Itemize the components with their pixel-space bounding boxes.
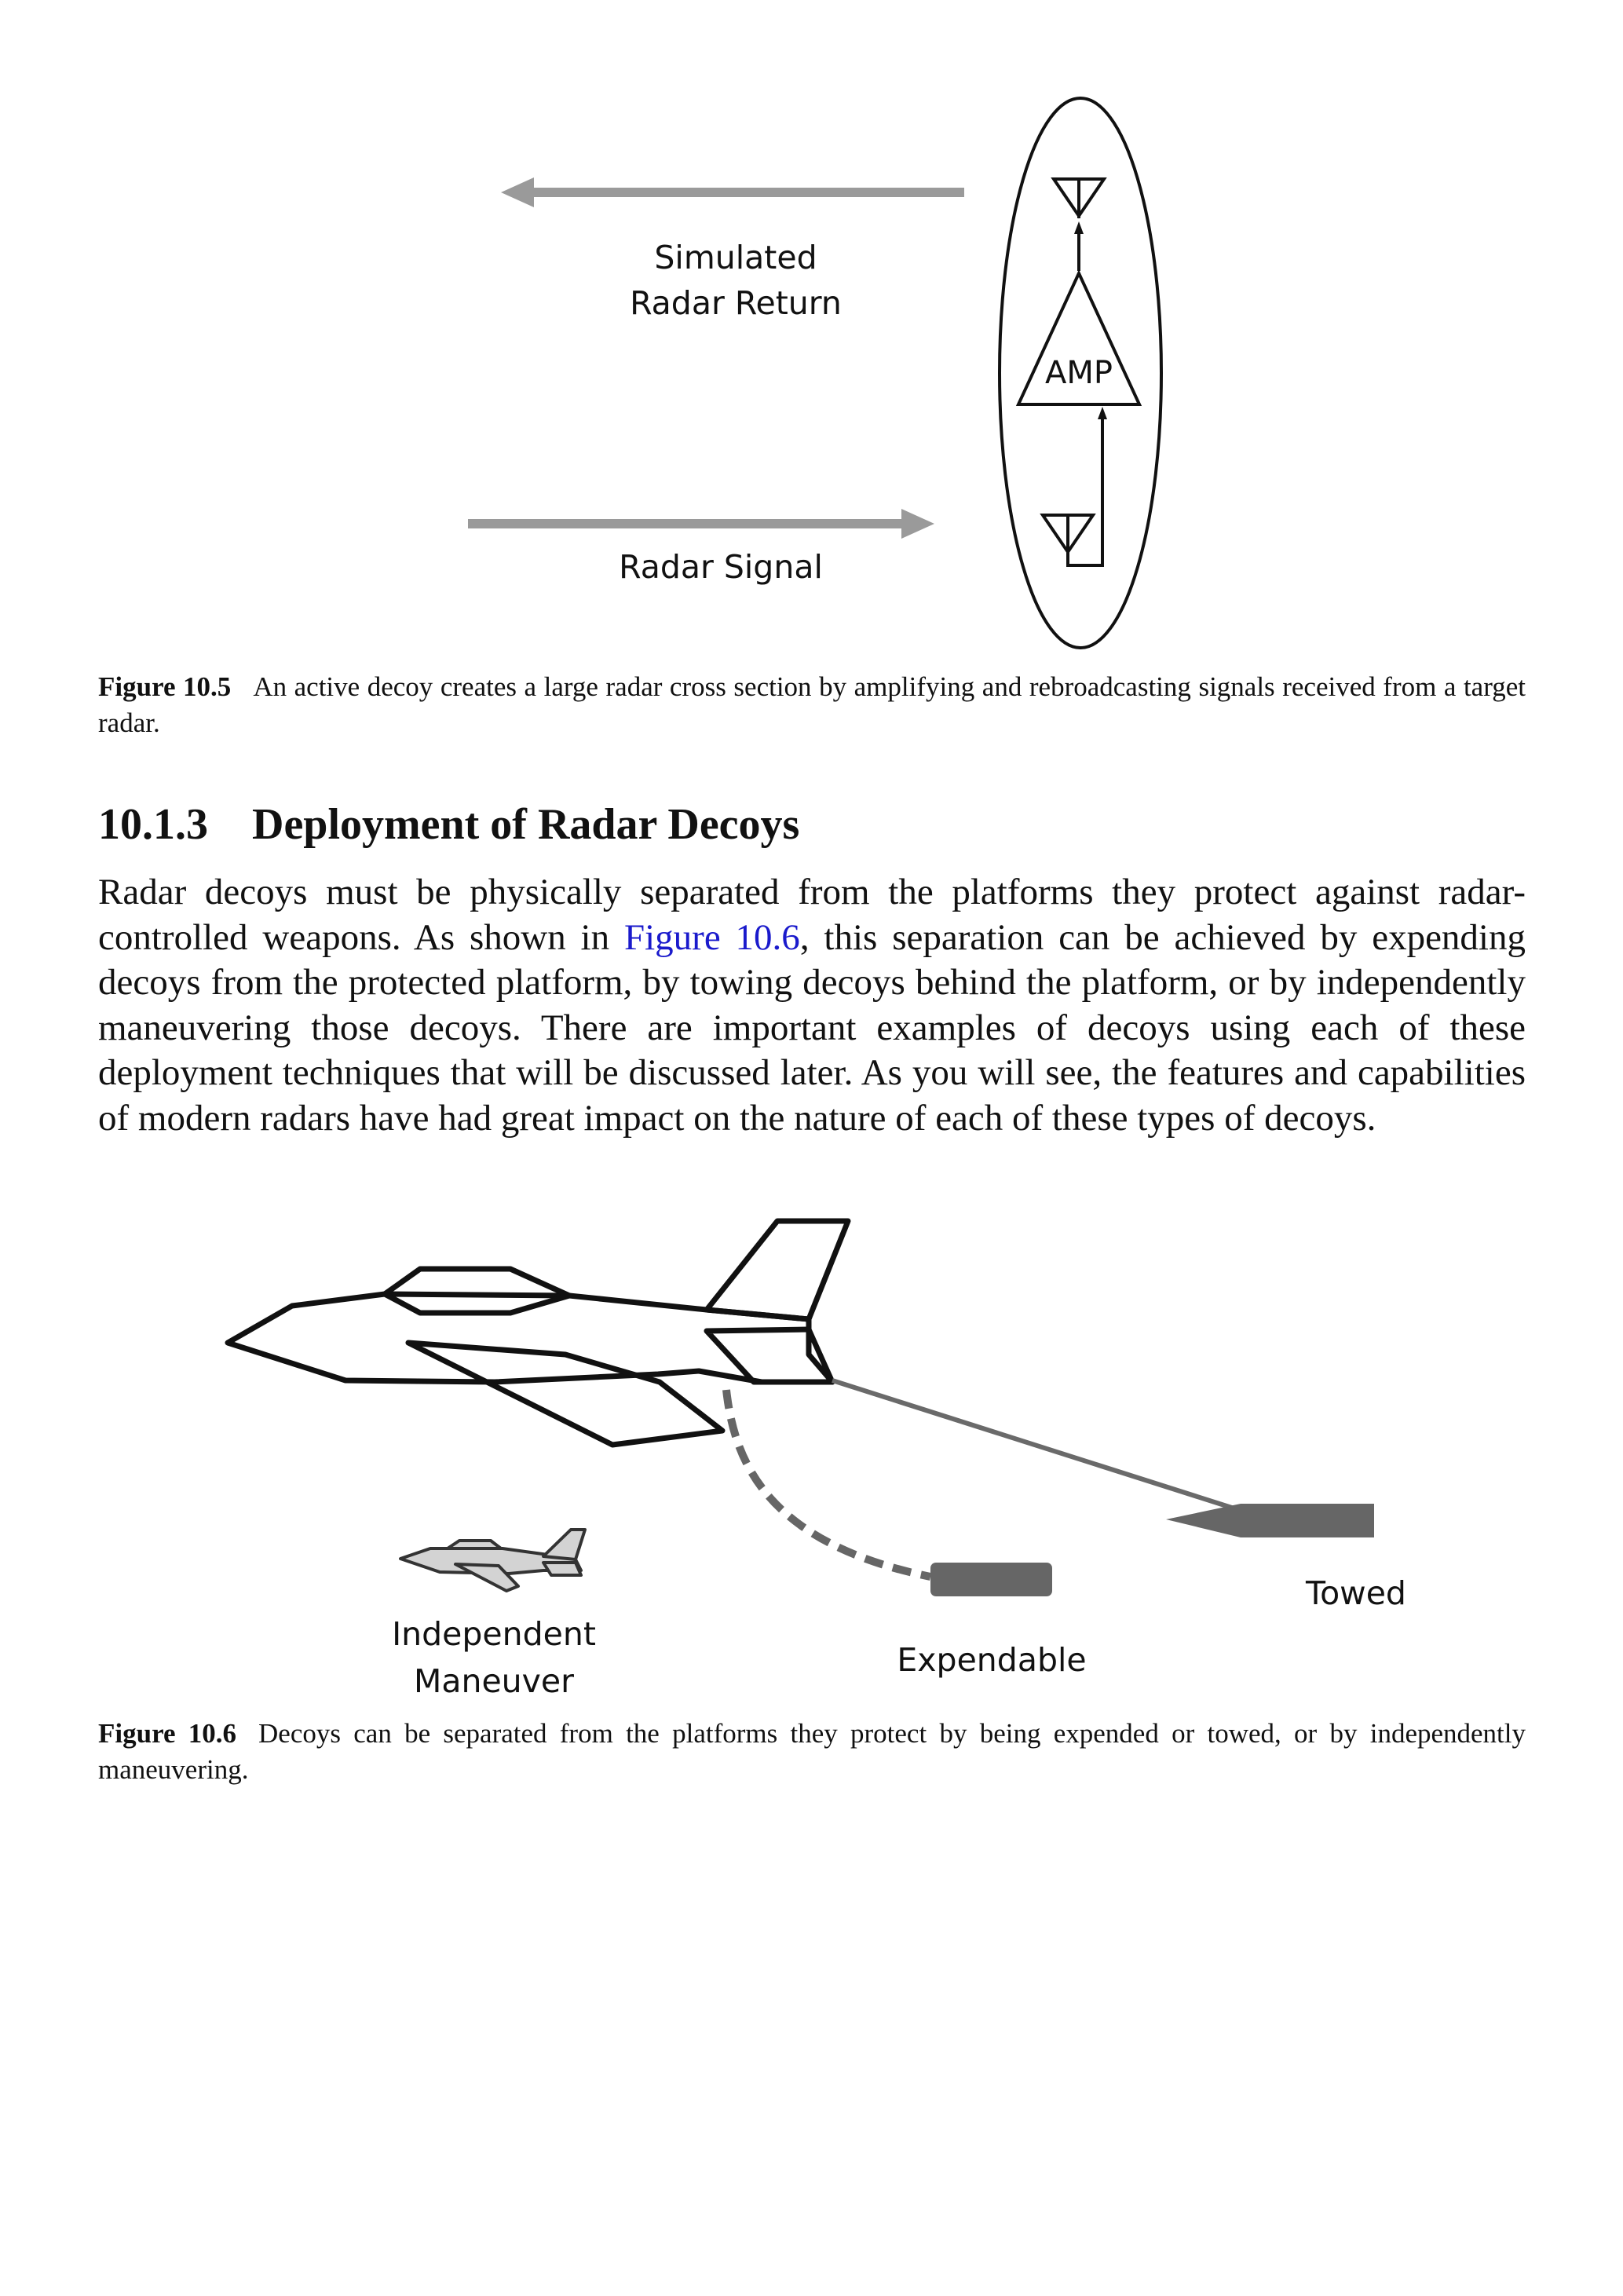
label-independent: Independent (392, 1615, 596, 1653)
label-amp: AMP (1045, 355, 1113, 391)
body-text-part2: , this separation can be achieved by expending decoys from the protected platform, by towing decoys behind the platform, or by independently maneuvering those decoys. There are important examples of decoys using each of these deployment techniques that will be discussed later. As you will see, the features and capabilities of modern radars have had great impact on the nature of each of these types of decoys. (98, 916, 1526, 1139)
figure-10-6-link[interactable]: Figure 10.6 (623, 916, 800, 958)
caption-text: Decoys can be separated from the platforms they protect by being expended or towed, or by independently maneuvering. (98, 1718, 1526, 1785)
expendable-decoy-icon (930, 1563, 1052, 1596)
section-title: Deployment of Radar Decoys (252, 800, 800, 849)
caption-figure-number: Figure 10.5 (98, 671, 232, 702)
figure-10-6-caption (98, 1716, 1526, 1788)
label-radar-return: Radar Return (630, 284, 842, 322)
tow-line (832, 1380, 1237, 1509)
label-simulated: Simulated (654, 239, 817, 276)
section-number: 10.1.3 (98, 800, 208, 849)
body-text-part1: Radar decoys must be physically separated from the platforms they protect against radar-controlled weapons. As shown in (98, 872, 1526, 958)
label-maneuver: Maneuver (413, 1662, 575, 1700)
label-towed: Towed (1306, 1574, 1406, 1612)
caption-figure-number: Figure 10.6 (98, 1718, 237, 1749)
expendable-drop-path (726, 1390, 930, 1577)
towed-decoy-icon (1166, 1504, 1374, 1537)
independent-decoy-icon (400, 1530, 585, 1591)
label-expendable: Expendable (897, 1641, 1087, 1679)
label-radar-signal: Radar Signal (619, 548, 823, 586)
main-aircraft-icon (228, 1221, 848, 1445)
caption-text: An active decoy creates a large radar cross section by amplifying and rebroadcasting signals received from a target radar. (98, 671, 1526, 738)
